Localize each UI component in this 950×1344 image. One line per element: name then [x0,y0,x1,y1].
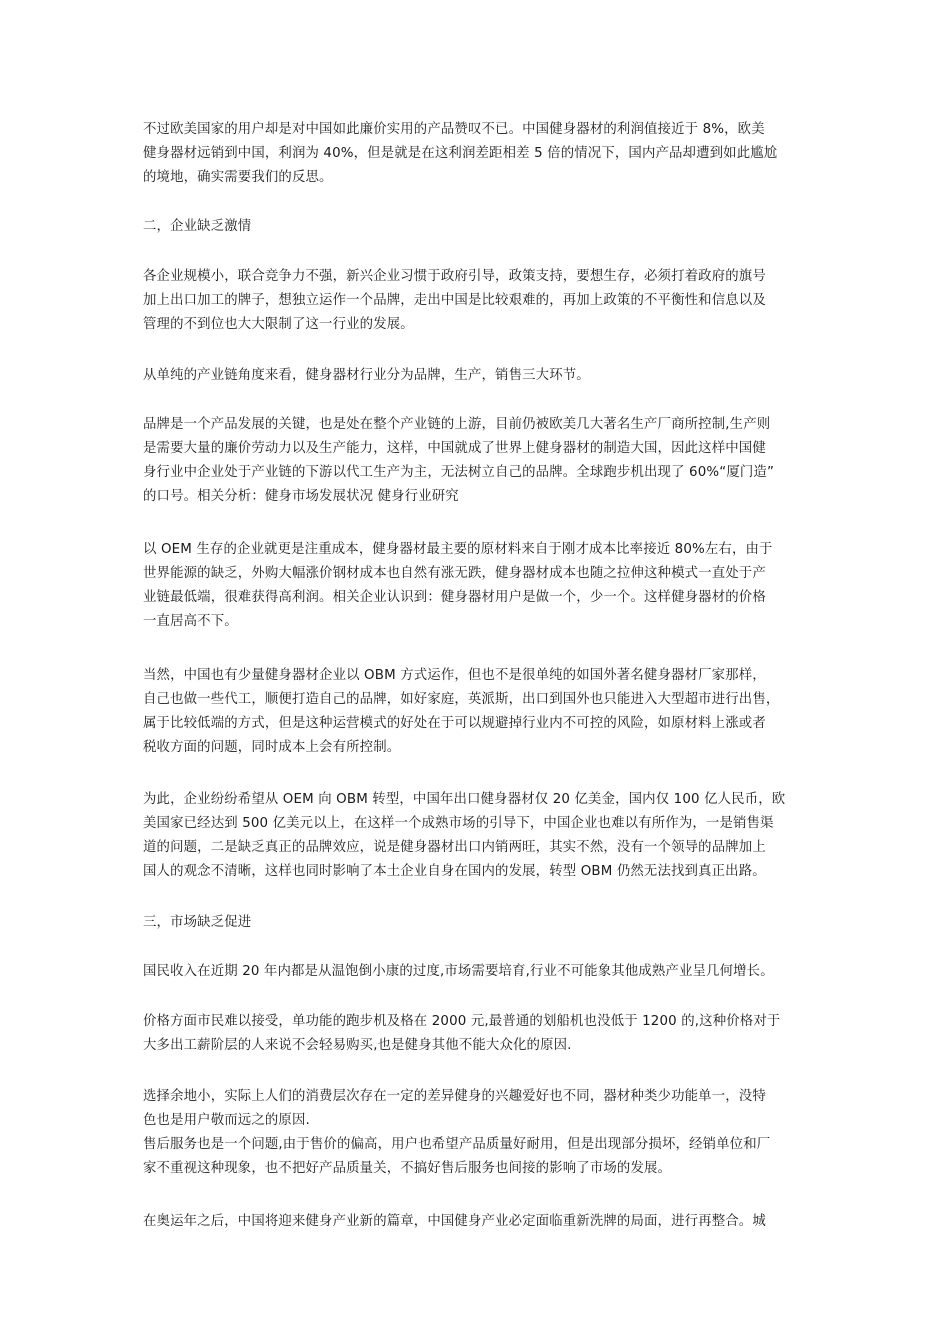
text-line: 世界能源的缺乏，外购大幅涨价钢材成本也自然有涨无跌，健身器材成本也随之拉伸这种模式一直处于产 [143,566,766,581]
text-line: 从单纯的产业链角度来看，健身器材行业分为品牌，生产，销售三大环节。 [143,368,590,383]
paragraph-olympics [143,1210,811,1234]
section-heading-3: 三，市场缺乏促进 [143,915,252,930]
paragraph-profit-comparison [143,118,811,190]
text-line: 税收方面的问题，同时成本上会有所控制。 [143,740,401,755]
text-line: 各企业规模小，联合竞争力不强，新兴企业习惯于政府引导，政策支持，要想生存，必须打着政府的旗号 [143,269,766,284]
section-heading-2: 二，企业缺乏激情 [143,219,252,234]
text-line: 品牌是一个产品发展的关键，也是处在整个产业链的上游，目前仍被欧美几大著名生产厂商所控制,生产则 [143,417,771,432]
text-line: 业链最低端，很难获得高利润。相关企业认识到：健身器材用户是做一个，少一个。这样健身器材的价格 [143,590,766,605]
paragraph-national-income [143,960,811,984]
text-line: 色也是用户敬而远之的原因. [143,1113,310,1128]
text-line: 国民收入在近期 20 年内都是从温饱倒小康的过度,市场需要培育,行业不可能象其他成熟产业呈几何增长。 [143,964,774,979]
paragraph-transformation [143,788,811,884]
text-line: 在奥运年之后，中国将迎来健身产业新的篇章，中国健身产业必定面临重新洗牌的局面，进行再整合。城 [143,1214,766,1229]
text-line: 健身器材远销到中国，利润为 40%，但是就是在这利润差距相差 5 倍的情况下，国内产品却遭到如此尴尬 [143,146,778,161]
text-line: 不过欧美国家的用户却是对中国如此廉价实用的产品赞叹不已。中国健身器材的利润值接近于 8%，欧美 [143,122,765,137]
text-line: 自己也做一些代工，顺便打造自己的品牌，如好家庭，英派斯，出口到国外也只能进入大型超市进行出售， [143,692,780,707]
text-line: 加上出口加工的牌子，想独立运作一个品牌，走出中国是比较艰难的，再加上政策的不平衡性和信息以及 [143,293,766,308]
text-line: 当然，中国也有少量健身器材企业以 OBM 方式运作，但也不是很单纯的如国外著名健身器材厂家那样， [143,668,766,683]
text-line: 价格方面市民难以接受，单功能的跑步机及格在 2000 元,最普通的划船机也没低于 1200 的,这种价格对于 [143,1014,781,1029]
text-line: 是需要大量的廉价劳动力以及生产能力，这样，中国就成了世界上健身器材的制造大国，因此这样中国健 [143,441,766,456]
paragraph-choice-service [143,1085,811,1181]
paragraph-oem-cost [143,538,811,634]
text-line: 一直居高不下。 [143,614,238,629]
text-line: 身行业中企业处于产业链的下游以代工生产为主，无法树立自己的品牌。全球跑步机出现了 60%“厦门造” [143,465,775,480]
paragraph-enterprise-scale [143,265,811,337]
paragraph-price [143,1010,811,1058]
text-line: 为此，企业纷纷希望从 OEM 向 OBM 转型，中国年出口健身器材仅 20 亿美金，国内仅 100 亿人民币，欧 [143,792,786,807]
text-line: 大多出工薪阶层的人来说不会轻易购买,也是健身其他不能大众化的原因. [143,1038,572,1053]
text-line: 选择余地小，实际上人们的消费层次存在一定的差异健身的兴趣爱好也不同，器材种类少功能单一，没特 [143,1089,766,1104]
text-line: 国人的观念不清晰，这样也同时影响了本土企业自身在国内的发展，转型 OBM 仍然无法找到真正出路。 [143,864,766,879]
text-line: 道的问题，二是缺乏真正的品牌效应，说是健身器材出口内销两旺，其实不然，没有一个领导的品牌加上 [143,840,766,855]
text-line: 的口号。相关分析：健身市场发展状况 健身行业研究 [143,489,459,504]
text-line: 管理的不到位也大大限制了这一行业的发展。 [143,317,414,332]
text-line: 美国家已经达到 500 亿美元以上，在这样一个成熟市场的引导下，中国企业也难以有所作为，一是销售渠 [143,816,774,831]
paragraph-industry-chain [143,364,811,388]
paragraph-obm [143,664,811,760]
text-line: 以 OEM 生存的企业就更是注重成本，健身器材最主要的原材料来自于刚才成本比率接近 80%左右，由于 [143,542,773,557]
text-line: 的境地，确实需要我们的反思。 [143,170,333,185]
paragraph-brand [143,413,811,509]
text-line: 属于比较低端的方式，但是这种运营模式的好处在于可以规避掉行业内不可控的风险，如原材料上涨或者 [143,716,766,731]
text-line: 售后服务也是一个问题,由于售价的偏高，用户也希望产品质量好耐用，但是出现部分损坏，经销单位和厂 [143,1137,771,1152]
text-line: 家不重视这种现象，也不把好产品质量关，不搞好售后服务也间接的影响了市场的发展。 [143,1161,672,1176]
